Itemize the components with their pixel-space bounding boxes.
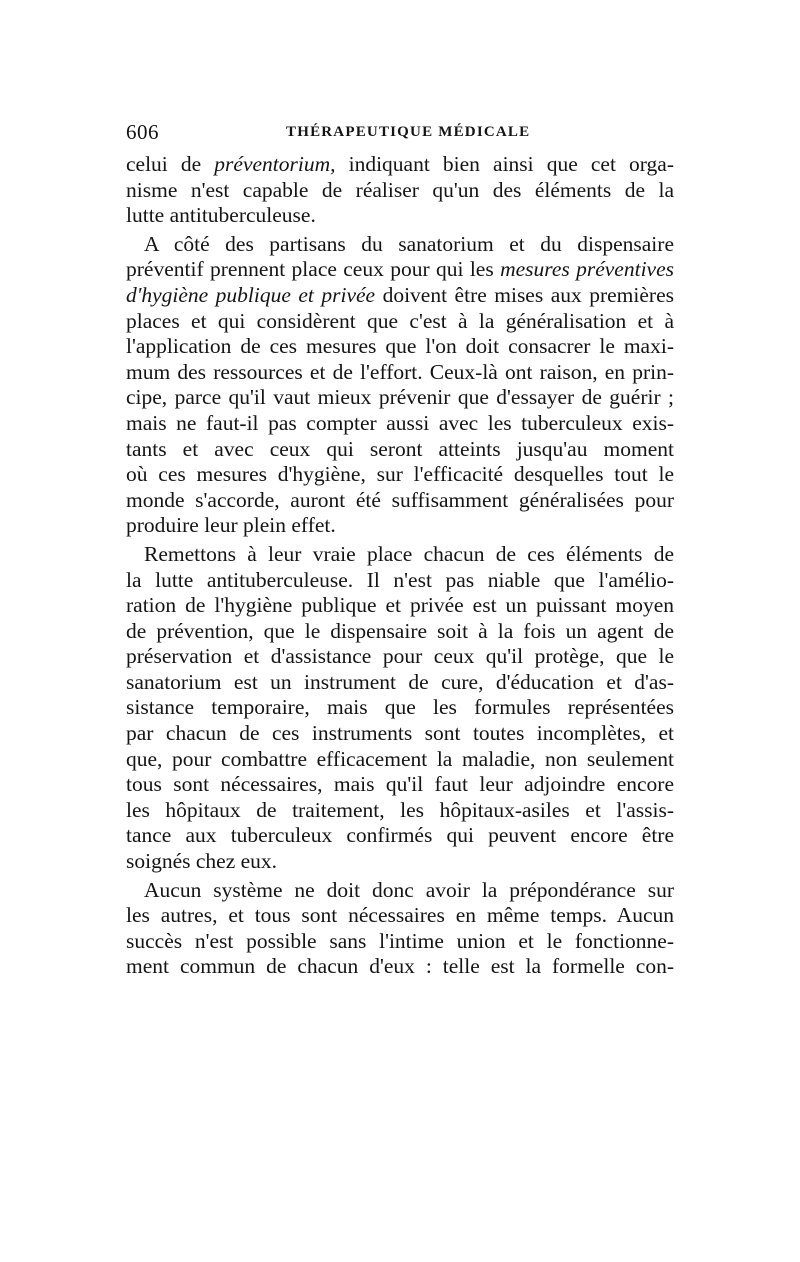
text-line [126,257,674,283]
text-line [126,772,674,798]
text-line [126,721,674,747]
text-run: celui de [126,152,215,176]
page-header [126,120,672,146]
page-number: 606 [126,120,159,144]
text-run: Aucun système ne doit donc avoir la prépondérance sur [144,877,674,902]
paragraph [126,542,674,875]
text-run: soignés chez eux. [126,849,278,874]
text-run: tous sont nécessaires, mais qu'il faut leur adjoindre encore [126,772,674,797]
text-run: monde s'accorde, auront été suffisamment généralisées pour [126,487,674,512]
text-line [126,542,674,568]
text-line [126,903,674,929]
text-run: ration de l'hygiène publique et privée est un puissant moyen [126,593,674,618]
text-line [126,823,674,849]
text-line [126,152,674,178]
text-line [126,334,674,360]
text-run: A côté des partisans du sanatorium et du dispensaire [144,231,674,256]
text-run: l'application de ces mesures que l'on doit consacrer le maxi- [126,334,674,359]
text-line [126,309,674,335]
paragraph [126,878,674,980]
text-line [126,695,674,721]
text-run: mais ne faut-il pas compter aussi avec les tuberculeux exis- [126,410,674,435]
text-line [126,644,674,670]
text-run: par chacun de ces instruments sont toutes incomplètes, et [126,721,674,746]
text-run: tance aux tuberculeux confirmés qui peuvent encore être [126,823,674,848]
text-run: indiquant bien ainsi que cet orga- [335,152,674,176]
text-line [126,411,674,437]
text-line [126,849,674,875]
text-run: de prévention, que le dispensaire soit à la fois un agent de [126,618,674,643]
text-line [126,462,674,488]
text-line [126,178,674,204]
running-title: THÉRAPEUTIQUE MÉDICALE [286,124,531,140]
paragraph [126,232,674,539]
text-run: places et qui considèrent que c'est à la généralisation et à [126,308,674,333]
text-run: cipe, parce qu'il vaut mieux prévenir que d'essayer de guérir ; [126,385,674,410]
text-run: nisme n'est capable de réaliser qu'un des éléments de la [126,177,674,202]
text-line [126,232,674,258]
text-line [126,929,674,955]
text-line [126,203,674,229]
text-run: Remettons à leur vraie place chacun de ces éléments de [144,541,674,566]
text-line [126,437,674,463]
text-run: succès n'est possible sans l'intime union et le fonctionne- [126,928,674,953]
text-run: mum des ressources et de l'effort. Ceux-là ont raison, en prin- [126,359,674,384]
text-run: préventif prennent place ceux pour qui les [126,257,501,282]
text-run: produire leur plein effet. [126,513,336,538]
text-run: que, pour combattre efficacement la maladie, non seulement [126,746,674,771]
text-run: où ces mesures d'hygiène, sur l'efficacité desquelles tout le [126,462,674,487]
text-line [126,619,674,645]
text-line [126,878,674,904]
text-line [126,385,674,411]
text-line [126,747,674,773]
text-run: les hôpitaux de traitement, les hôpitaux-asiles et l'assis- [126,797,674,822]
text-line [126,513,674,539]
text-run: la lutte antituberculeuse. Il n'est pas niable que l'amélio- [126,567,674,592]
text-line [126,954,674,980]
text-line [126,798,674,824]
text-run: doivent être mises aux premières [375,282,674,307]
italic-text: préventorium, [214,152,336,176]
text-line [126,568,674,594]
text-run: sistance temporaire, mais que les formules représentées [126,695,674,720]
text-run: préservation et d'assistance pour ceux qu'il protège, que le [126,644,674,669]
text-run: sanatorium est un instrument de cure, d'éducation et d'as- [126,669,674,694]
body-text [126,152,674,980]
italic-text: d'hygiène publique et privée [126,282,376,307]
text-line [126,670,674,696]
text-run: les autres, et tous sont nécessaires en même temps. Aucun [126,903,674,928]
text-line [126,283,674,309]
text-line [126,488,674,514]
text-line [126,360,674,386]
text-run: tants et avec ceux qui seront atteints jusqu'au moment [126,436,674,461]
text-run: ment commun de chacun d'eux : telle est la formelle con- [126,954,674,979]
text-run: lutte antituberculeuse. [126,203,316,228]
text-line [126,593,674,619]
paragraph [126,152,674,229]
italic-text: mesures préventives [500,257,675,282]
